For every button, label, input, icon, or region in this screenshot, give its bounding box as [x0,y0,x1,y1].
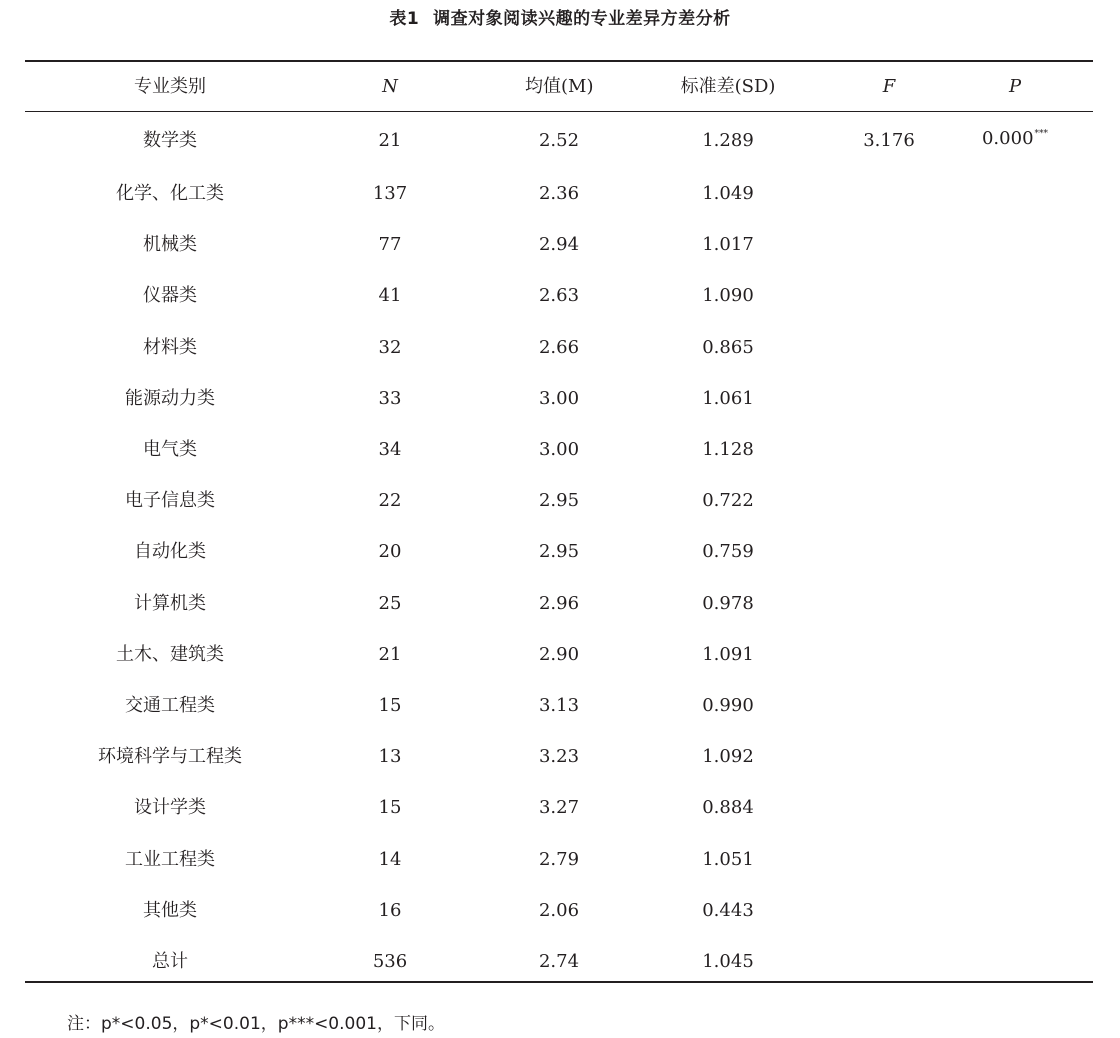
cell-f-value: 3.176 [863,130,915,151]
cell-p-empty [915,885,1115,936]
cell-n: 77 [378,234,402,256]
cell-p-empty [915,168,1115,219]
table-row [85,526,1115,577]
cell-f-empty [863,219,915,270]
table-row [85,112,1115,168]
cell-f-empty [863,475,915,526]
table-row [85,936,1115,987]
cell-p-empty [915,731,1115,782]
cell-sd: 0.990 [702,694,754,716]
cell-major: 土木、建筑类 [116,643,224,665]
header-mean: 均值(M) [525,76,594,97]
table-row [85,578,1115,629]
cell-mean: 2.52 [538,130,580,151]
cell-p-empty [915,373,1115,424]
cell-p-empty [915,475,1115,526]
cell-p-empty [915,680,1115,731]
cell-n: 16 [378,899,402,921]
cell-n: 14 [378,848,402,870]
cell-n: 137 [372,183,408,205]
cell-n: 21 [378,643,402,665]
significance-marker: *** [1034,129,1049,139]
cell-n: 13 [378,746,402,768]
table-number: 表1 [389,9,420,29]
cell-f-empty [863,578,915,629]
cell-n: 15 [378,797,402,819]
cell-p-empty [915,629,1115,680]
cell-mean: 3.27 [538,797,580,819]
cell-major: 化学、化工类 [116,183,224,205]
cell-n: 20 [378,541,402,563]
header-major: 专业类别 [134,76,206,97]
cell-p-value [915,112,1115,168]
cell-sd: 1.051 [702,848,754,870]
cell-major: 能源动力类 [125,387,215,409]
cell-p-empty [915,833,1115,884]
cell-mean: 3.00 [538,387,580,409]
cell-p-empty [915,526,1115,577]
cell-mean: 2.66 [538,336,580,358]
cell-major: 电气类 [143,439,197,461]
cell-major: 交通工程类 [125,694,215,716]
cell-major: 仪器类 [143,285,197,307]
table-row [85,373,1115,424]
header-p: P [1008,76,1022,97]
table-title: 调查对象阅读兴趣的专业差异方差分析 [433,9,731,29]
cell-p-empty [915,936,1115,987]
cell-p-empty [915,782,1115,833]
table-body [85,112,1115,987]
cell-mean: 2.95 [538,490,580,512]
cell-f-empty [863,680,915,731]
cell-major: 其他类 [143,899,197,921]
table-row [85,270,1115,321]
cell-sd: 1.091 [702,643,754,665]
cell-f-empty [863,629,915,680]
cell-p-empty [915,424,1115,475]
cell-sd: 1.049 [702,183,754,205]
cell-major: 工业工程类 [125,848,215,870]
cell-mean: 3.23 [538,746,580,768]
cell-mean: 2.94 [538,234,580,256]
cell-p-empty [915,219,1115,270]
cell-sd: 1.289 [702,130,754,151]
cell-sd: 1.017 [702,234,754,256]
cell-mean: 2.06 [538,899,580,921]
cell-sd: 1.045 [702,950,754,972]
p-value-text: 0.000 [981,128,1034,149]
cell-mean: 2.90 [538,643,580,665]
cell-sd: 0.722 [702,490,754,512]
cell-f-empty [863,270,915,321]
cell-major: 电子信息类 [125,490,215,512]
cell-f-empty [863,526,915,577]
table-row [85,424,1115,475]
table-row [85,475,1115,526]
cell-f-empty [863,424,915,475]
cell-sd: 1.090 [702,285,754,307]
table-caption [0,4,1120,34]
cell-p-empty [915,578,1115,629]
cell-f-empty [863,373,915,424]
anova-table [85,62,1115,987]
cell-mean: 2.74 [538,950,580,972]
cell-major: 总计 [152,950,188,972]
cell-major: 材料类 [143,336,197,358]
cell-f-empty [863,833,915,884]
cell-mean: 3.13 [538,694,580,716]
cell-n: 25 [378,592,402,614]
table-row [85,731,1115,782]
table-row [85,629,1115,680]
cell-major: 环境科学与工程类 [98,746,242,768]
table-row [85,833,1115,884]
cell-f-empty [863,731,915,782]
cell-sd: 0.884 [702,797,754,819]
header-sd: 标准差(SD) [680,76,776,97]
cell-major: 设计学类 [134,797,206,819]
cell-n: 32 [378,336,402,358]
cell-p-empty [915,270,1115,321]
cell-mean: 2.63 [538,285,580,307]
cell-sd: 1.092 [702,746,754,768]
table-row [85,168,1115,219]
cell-n: 34 [378,439,402,461]
cell-n: 22 [378,490,402,512]
table-row [85,885,1115,936]
cell-n: 41 [378,285,402,307]
header-row [85,62,1115,112]
cell-sd: 0.865 [702,336,754,358]
cell-p-empty [915,322,1115,373]
cell-n: 15 [378,694,402,716]
cell-sd: 1.128 [702,439,754,461]
cell-f-empty [863,782,915,833]
cell-sd: 0.978 [702,592,754,614]
cell-mean: 2.96 [538,592,580,614]
cell-sd: 1.061 [702,387,754,409]
cell-f-empty [863,168,915,219]
table-row [85,782,1115,833]
cell-mean: 2.95 [538,541,580,563]
cell-f-empty [863,936,915,987]
cell-major: 自动化类 [134,541,206,563]
cell-major: 计算机类 [134,592,206,614]
cell-f-empty [863,885,915,936]
cell-n: 536 [372,950,408,972]
cell-mean: 3.00 [538,439,580,461]
table-row [85,322,1115,373]
table-row [85,219,1115,270]
cell-f-empty [863,322,915,373]
cell-mean: 2.36 [538,183,580,205]
table-row [85,680,1115,731]
cell-major: 数学类 [143,130,197,151]
cell-n: 21 [378,130,402,151]
table-note: 注：p*<0.05，p*<0.01，p***<0.001，下同。 [67,1014,445,1034]
cell-sd: 0.443 [702,899,754,921]
cell-n: 33 [378,387,402,409]
cell-mean: 2.79 [538,848,580,870]
header-n: N [382,76,398,97]
cell-major: 机械类 [143,234,197,256]
header-f: F [882,76,896,97]
cell-sd: 0.759 [702,541,754,563]
